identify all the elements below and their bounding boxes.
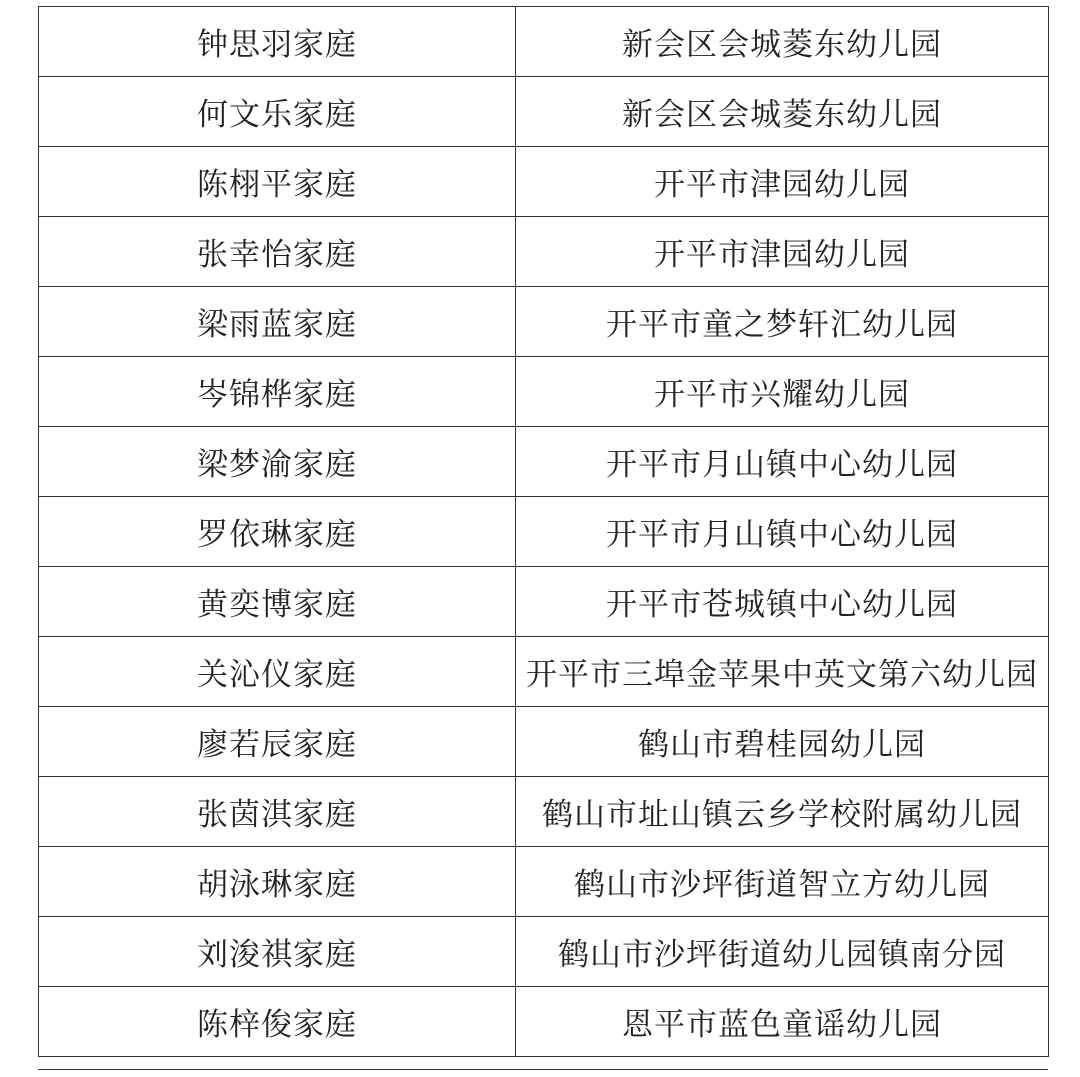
table-row <box>39 777 1049 847</box>
table-row <box>39 7 1049 77</box>
table-body <box>39 7 1049 1057</box>
family-name-cell: 廖若辰家庭 <box>39 707 516 777</box>
table-row <box>39 847 1049 917</box>
family-name-cell: 关沁仪家庭 <box>39 637 516 707</box>
family-name-cell: 张幸怡家庭 <box>39 217 516 287</box>
school-name-cell: 开平市津园幼儿园 <box>516 147 1049 217</box>
family-name-cell: 梁雨蓝家庭 <box>39 287 516 357</box>
school-name-cell: 开平市童之梦轩汇幼儿园 <box>516 287 1049 357</box>
school-name-cell: 恩平市蓝色童谣幼儿园 <box>516 987 1049 1057</box>
family-name-cell: 罗依琳家庭 <box>39 497 516 567</box>
table-row <box>39 497 1049 567</box>
family-name-cell: 岑锦桦家庭 <box>39 357 516 427</box>
table-row <box>39 77 1049 147</box>
table-row <box>39 287 1049 357</box>
family-name-cell: 梁梦渝家庭 <box>39 427 516 497</box>
family-name-cell: 张茵淇家庭 <box>39 777 516 847</box>
table-row <box>39 917 1049 987</box>
school-name-cell: 开平市三埠金苹果中英文第六幼儿园 <box>516 637 1049 707</box>
table-row <box>39 217 1049 287</box>
school-name-cell: 开平市兴耀幼儿园 <box>516 357 1049 427</box>
table-row <box>39 637 1049 707</box>
family-name-cell: 黄奕博家庭 <box>39 567 516 637</box>
school-name-cell: 新会区会城菱东幼儿园 <box>516 77 1049 147</box>
family-name-cell: 钟思羽家庭 <box>39 7 516 77</box>
school-name-cell: 开平市津园幼儿园 <box>516 217 1049 287</box>
table-row <box>39 707 1049 777</box>
school-name-cell: 开平市苍城镇中心幼儿园 <box>516 567 1049 637</box>
table-row <box>39 357 1049 427</box>
family-name-cell: 胡泳琳家庭 <box>39 847 516 917</box>
table-bottom-divider <box>38 1069 1048 1070</box>
school-name-cell: 鹤山市沙坪街道智立方幼儿园 <box>516 847 1049 917</box>
family-name-cell: 刘浚祺家庭 <box>39 917 516 987</box>
family-name-cell: 陈栩平家庭 <box>39 147 516 217</box>
school-name-cell: 开平市月山镇中心幼儿园 <box>516 497 1049 567</box>
school-name-cell: 鹤山市碧桂园幼儿园 <box>516 707 1049 777</box>
school-name-cell: 新会区会城菱东幼儿园 <box>516 7 1049 77</box>
school-name-cell: 鹤山市沙坪街道幼儿园镇南分园 <box>516 917 1049 987</box>
family-name-cell: 陈梓俊家庭 <box>39 987 516 1057</box>
family-name-cell: 何文乐家庭 <box>39 77 516 147</box>
table-row <box>39 147 1049 217</box>
table-row <box>39 567 1049 637</box>
table-row <box>39 427 1049 497</box>
table-row <box>39 987 1049 1057</box>
school-name-cell: 鹤山市址山镇云乡学校附属幼儿园 <box>516 777 1049 847</box>
school-name-cell: 开平市月山镇中心幼儿园 <box>516 427 1049 497</box>
family-school-table <box>38 6 1049 1057</box>
